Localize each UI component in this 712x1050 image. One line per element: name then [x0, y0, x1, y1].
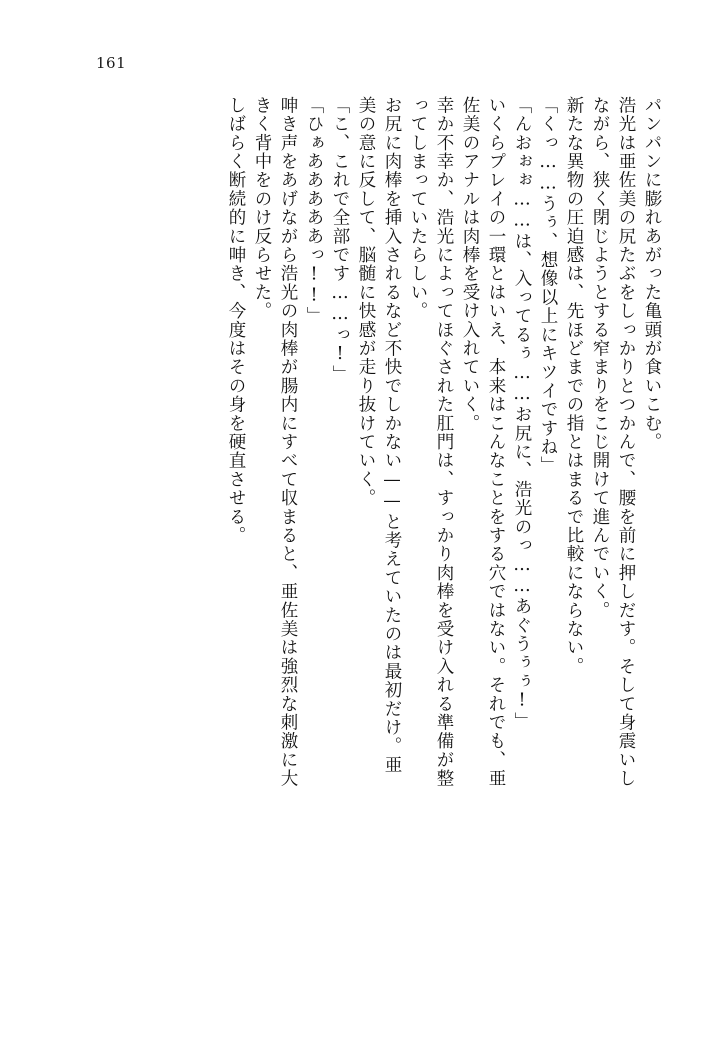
- text-column: しばらく断続的に呻き、今度はその身を硬直させる。: [226, 96, 246, 545]
- text-column: ながら、狭く閉じようとする窄まりをこじ開けて進んでいく。: [590, 96, 610, 620]
- text-column: 新たな異物の圧迫感は、先ほどまでの指とはまるで比較にならない。: [564, 96, 584, 676]
- vertical-text-block: [100, 96, 660, 976]
- text-column: 美の意に反して、脳髄に快感が走り抜けていく。: [356, 96, 376, 508]
- text-column: 「んおぉぉ……は、入ってるぅ……お尻に、浩光のっ……あぐうぅぅ!」: [512, 96, 532, 731]
- text-column: 佐美のアナルは肉棒を受け入れていく。: [460, 96, 480, 433]
- text-column: 「くっ……うぅ、想像以上にキツイですね」: [538, 96, 558, 475]
- text-column: ってしまっていたらしい。: [408, 96, 428, 321]
- text-column: 「ひぁあああああっ!!」: [304, 96, 324, 326]
- text-column: パンパンに膨れあがった亀頭が食いこむ。: [642, 96, 662, 452]
- text-column: 呻き声をあげながら浩光の肉棒が腸内にすべて収まると、亜佐美は強烈な刺激に大: [278, 96, 298, 788]
- text-column: いくらプレイの一環とはいえ、本来はこんなことをする穴ではない。それでも、亜: [486, 96, 506, 788]
- text-column: きく背中をのけ反らせた。: [252, 96, 272, 321]
- text-column: 幸か不幸か、浩光によってほぐされた肛門は、すっかり肉棒を受け入れる準備が整: [434, 96, 454, 788]
- page-number: 161: [96, 54, 127, 72]
- text-column: お尻に肉棒を挿入されるなど不快でしかない——と考えていたのは最初だけ。亜: [382, 96, 402, 775]
- text-column: 「こ、これで全部です……っ!」: [330, 96, 350, 384]
- text-column: 浩光は亜佐美の尻たぶをしっかりとつかんで、腰を前に押しだす。そして身震いし: [616, 96, 636, 788]
